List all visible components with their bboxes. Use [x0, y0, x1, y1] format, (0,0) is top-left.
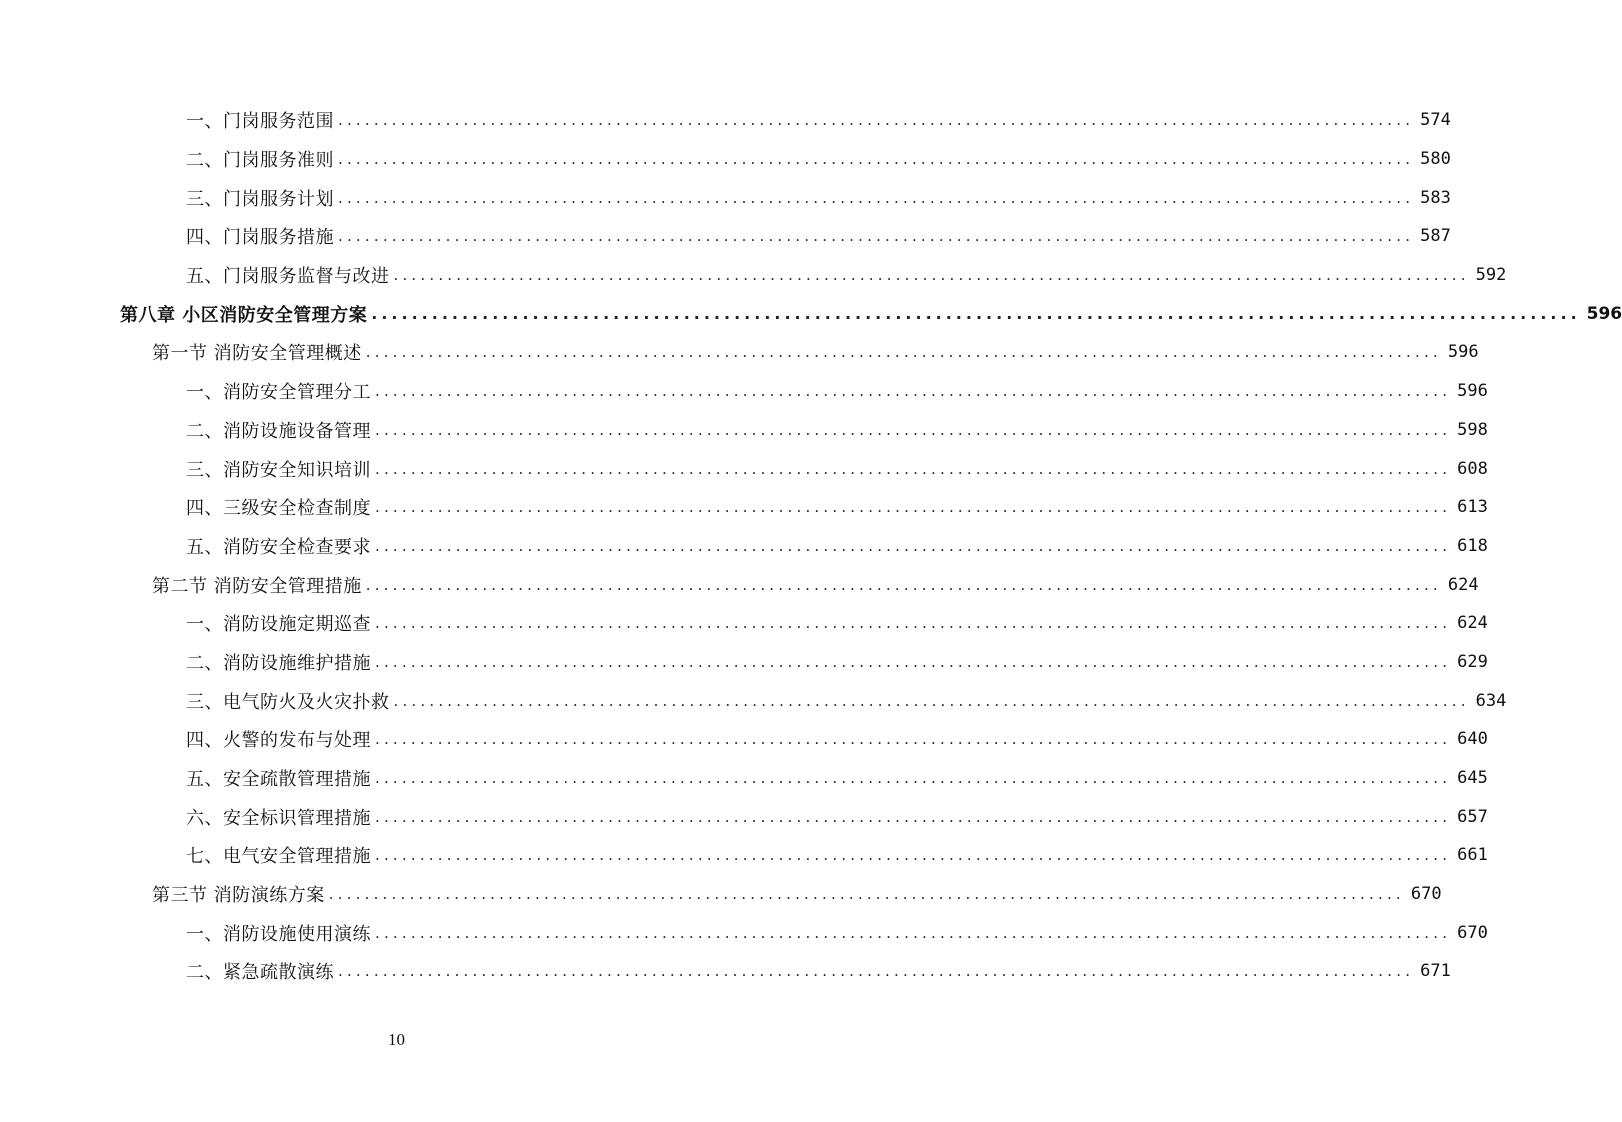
toc-chapter-entry[interactable] [0, 294, 1622, 333]
toc-subsection-entry[interactable] [0, 372, 1488, 411]
toc-entry-title: 一、消防设施使用演练 [186, 923, 371, 945]
page-number: 10 [388, 1030, 405, 1049]
toc-entry-title: 一、门岗服务范围 [186, 111, 334, 133]
toc-entry-title: 第一节 消防安全管理概述 [152, 343, 362, 365]
toc-entry-page: 624 [1457, 613, 1488, 634]
toc-section-entry[interactable] [0, 333, 1479, 372]
toc-entry-title: 六、安全标识管理措施 [186, 807, 371, 829]
toc-entry-title: 三、门岗服务计划 [186, 188, 334, 210]
toc-subsection-entry[interactable] [0, 101, 1451, 140]
toc-entry-page: 613 [1457, 497, 1488, 518]
toc-entry-title: 五、消防安全检查要求 [186, 536, 371, 558]
toc-subsection-entry[interactable] [0, 217, 1451, 256]
toc-entry-page: 618 [1457, 535, 1488, 556]
toc-section-entry[interactable] [0, 875, 1442, 914]
toc-entry-page: 671 [1420, 961, 1451, 982]
toc-dot-leader: ........................................................................................................................ [375, 459, 1452, 478]
toc-entry-page: 574 [1420, 110, 1451, 131]
toc-entry-title: 三、消防安全知识培训 [186, 459, 371, 481]
toc-dot-leader: ........................................................................................................................ [338, 188, 1415, 207]
toc-entry-title: 二、紧急疏散演练 [186, 962, 334, 984]
toc-entry-title: 七、电气安全管理措施 [186, 846, 371, 868]
toc-entry-page: 661 [1457, 845, 1488, 866]
toc-entry-title: 三、电气防火及火灾扑救 [186, 691, 390, 713]
toc-subsection-entry[interactable] [0, 797, 1488, 836]
toc-dot-leader: ........................................................................................................................ [375, 807, 1452, 826]
toc-entry-title: 第八章 小区消防安全管理方案 [120, 304, 368, 326]
toc-entry-title: 一、消防设施定期巡查 [186, 614, 371, 636]
toc-subsection-entry[interactable] [0, 836, 1488, 875]
toc-dot-leader: ........................................................................................................................ [375, 498, 1452, 517]
toc-dot-leader: ........................................................................................................................ [375, 730, 1452, 749]
toc-entry-title: 四、火警的发布与处理 [186, 730, 371, 752]
toc-subsection-entry[interactable] [0, 720, 1488, 759]
toc-dot-leader: ........................................................................................................................ [393, 266, 1470, 285]
toc-dot-leader: ........................................................................................................................ [375, 536, 1452, 555]
toc-entry-title: 第二节 消防安全管理措施 [152, 575, 362, 597]
toc-subsection-entry[interactable] [0, 527, 1488, 566]
toc-entry-page: 580 [1420, 149, 1451, 170]
toc-entry-page: 657 [1457, 806, 1488, 827]
toc-entry-title: 四、三级安全检查制度 [186, 498, 371, 520]
toc-dot-leader: ........................................................................................................................ [338, 150, 1415, 169]
toc-entry-page: 670 [1457, 922, 1488, 943]
toc-dot-leader: ........................................................................................................................ [375, 420, 1452, 439]
toc-entry-title: 二、消防设施设备管理 [186, 420, 371, 442]
toc-entry-title: 四、门岗服务措施 [186, 227, 334, 249]
toc-subsection-entry[interactable] [0, 952, 1451, 991]
toc-subsection-entry[interactable] [0, 256, 1507, 295]
toc-entry-page: 645 [1457, 768, 1488, 789]
toc-entry-title: 二、消防设施维护措施 [186, 652, 371, 674]
toc-dot-leader: ........................................................................................................................ [338, 227, 1415, 246]
toc-entry-page: 596 [1447, 342, 1479, 363]
toc-subsection-entry[interactable] [0, 488, 1488, 527]
toc-dot-leader: ........................................................................................................................ [393, 691, 1470, 710]
toc-subsection-entry[interactable] [0, 913, 1488, 952]
toc-entry-page: 583 [1420, 187, 1451, 208]
toc-entry-page: 640 [1457, 729, 1488, 750]
toc-dot-leader: ........................................................................................................................ [338, 962, 1415, 981]
toc-subsection-entry[interactable] [0, 604, 1488, 643]
toc-entry-page: 587 [1420, 226, 1451, 247]
toc-entry-page: 634 [1475, 690, 1507, 711]
toc-entry-page: 596 [1457, 381, 1488, 402]
toc-entry-title: 一、消防安全管理分工 [186, 382, 371, 404]
toc-subsection-entry[interactable] [0, 411, 1488, 450]
toc-dot-leader: ........................................................................................................................ [375, 769, 1452, 788]
toc-subsection-entry[interactable] [0, 449, 1488, 488]
toc-dot-leader: ........................................................................................................................ [375, 382, 1452, 401]
toc-dot-leader: ........................................................................................................................ [365, 343, 1442, 362]
toc-subsection-entry[interactable] [0, 681, 1507, 720]
toc-entry-title: 第三节 消防演练方案 [152, 885, 325, 907]
toc-subsection-entry[interactable] [0, 140, 1451, 179]
toc-entry-page: 629 [1457, 651, 1488, 672]
toc-entry-page: 670 [1410, 884, 1442, 905]
toc-subsection-entry[interactable] [0, 643, 1488, 682]
toc-entry-page: 624 [1447, 574, 1479, 595]
toc-entry-page: 596 [1586, 303, 1622, 324]
toc-dot-leader: ........................................................................................................................ [375, 923, 1452, 942]
toc-entry-title: 二、门岗服务准则 [186, 150, 334, 172]
toc-entry-page: 598 [1457, 419, 1488, 440]
table-of-contents [0, 101, 1622, 991]
toc-dot-leader: ........................................................................................................................ [375, 614, 1452, 633]
toc-entry-title: 五、门岗服务监督与改进 [186, 266, 390, 288]
toc-dot-leader: ........................................................................................................................ [375, 846, 1452, 865]
toc-entry-title: 五、安全疏散管理措施 [186, 769, 371, 791]
toc-dot-leader: ........................................................................................................................ [365, 575, 1442, 594]
toc-entry-page: 592 [1475, 265, 1507, 286]
toc-subsection-entry[interactable] [0, 178, 1451, 217]
toc-subsection-entry[interactable] [0, 759, 1488, 798]
toc-section-entry[interactable] [0, 565, 1479, 604]
toc-dot-leader: ........................................................................................................................ [338, 111, 1415, 130]
toc-entry-page: 608 [1457, 458, 1488, 479]
toc-dot-leader: ........................................................................................................................ [328, 885, 1405, 904]
toc-dot-leader: ........................................................................................................................ [375, 652, 1452, 671]
toc-dot-leader: ........................................................................................................................ [371, 304, 1581, 324]
